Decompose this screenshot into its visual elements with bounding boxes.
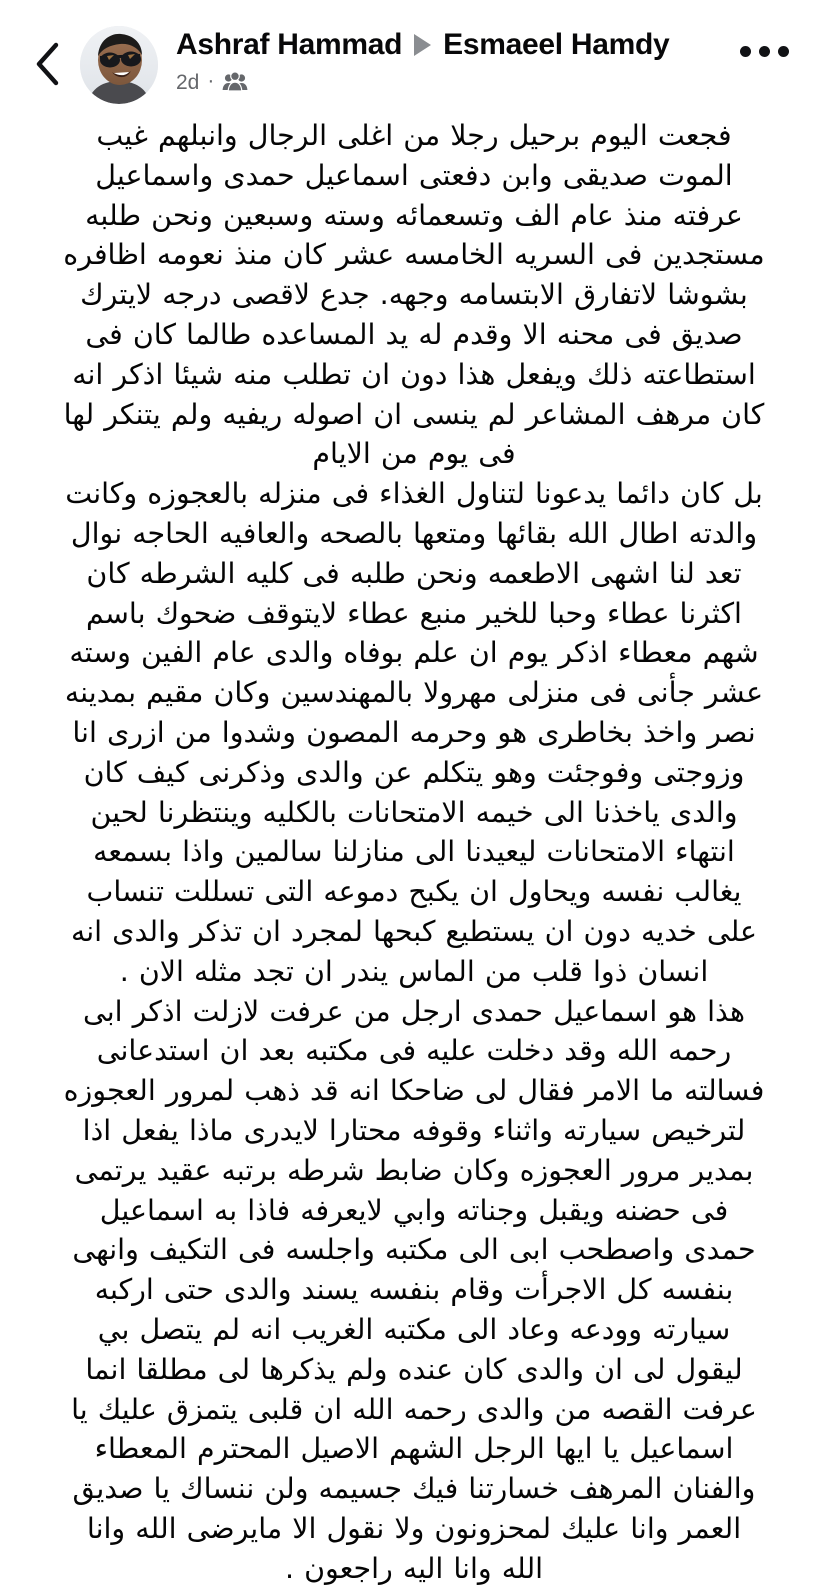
back-button[interactable] [24, 22, 70, 86]
timestamp[interactable]: 2d [176, 70, 200, 94]
post-attribution [158, 22, 724, 93]
triangle-right-icon [414, 34, 431, 56]
post-header [0, 0, 828, 108]
names-line [176, 28, 724, 63]
post-body [0, 108, 828, 1588]
recipient-name[interactable]: Esmaeel Hamdy [443, 28, 670, 61]
more-options-icon [740, 46, 789, 57]
more-options-button[interactable] [724, 22, 804, 57]
post-paragraph: بل كان دائما يدعونا لتناول الغذاء فى منزله بالعجوزه وكانت والدته اطال الله بقائها ومتعها بالصحه والعافيه الحاجه نوال تعد لنا اشهى الاطعمه ونحن طلبه فى كليه الشرطه كان اكثرنا عطاء وحبا للخير منبع عطاء لايتوقف ضحوك باسم شهم معطاء اذكر يوم ان علم بوفاه والدى عام الفين وسته عشر جأنى فى منزلى مهرولا بالمهندسين وكان مقيم بمدينه نصر واخذ بخاطرى هو وحرمه المصون وشدوا من ازرى انا وزوجتى وفوجئت وهو يتكلم عن والدى وذكرنى كيف كان والدى ياخذنا الى خيمه الامتحانات بالكليه وينتظرنا لحين انتهاء الامتحانات ليعيدنا الى منازلنا سالمين واذا بسمعه يغالب نفسه ويحاول ان يكبح دموعه التى تسللت تنساب على خديه دون ان يستطيع كبحها لمجرد ان تذكر والدى انه انسان ذوا قلب من الماس يندر ان تجد مثله الان . [64, 477, 764, 988]
author-name[interactable]: Ashraf Hammad [176, 28, 403, 61]
post-paragraph: هذا هو اسماعيل حمدى ارجل من عرفت لازلت اذكر ابى رحمه الله وقد دخلت عليه فى مكتبه بعد ان استدعانى فسالته ما الامر فقال لى ضاحكا انه قد ذهب لمرور العجوزه لترخيص سيارته واثناء وقوفه محتارا لايدرى ماذا يفعل اذا بمدير مرور العجوزه وكان ضابط شرطه برتبه عقيد يرتمى فى حضنه ويقبل وجناته وابي لايعرفه فاذا به اسماعيل حمدى واصطحب ابى الى مكتبه واجلسه فى التكيف وانهى بنفسه كل الاجرأت وقام بنفسه يسند والدى حتى اركبه سيارته وودعه وعاد الى مكتبه الغريب انه لم يتصل بي ليقول لى ان والدى كان عنده ولم يذكرها لى مطلقا انما عرفت القصه من والدى رحمه الله ان قلبى يتمزق عليك يا اسماعيل يا ايها الرجل الشهم الاصيل المحترم المعطاء والفنان المرهف خسارتنا فيك جسيمه ولن ننساك يا صديق العمر وانا عليك لمحزونون ولا نقول الا مايرضى الله وانا الله وانا اليه راجعون . [63, 994, 765, 1585]
meta-separator: · [207, 68, 215, 92]
avatar[interactable] [80, 26, 158, 104]
post-paragraph: فجعت اليوم برحيل رجلا من اغلى الرجال وانبلهم غيب الموت صديقى وابن دفعتى اسماعيل حمدى واسماعيل عرفته منذ عام الف وتسعمائه وسته وسبعين ونحن طلبه مستجدين فى السريه الخامسه عشر كان منذ نعومه اظافره بشوشا لاتفارق الابتسامه وجهه. جدع لاقصى درجه لايترك صديق فى محنه الا وقدم له يد المساعده طالما كان فى استطاعته ذلك ويفعل هذا دون ان تطلب منه شيئا اذكر انه كان مرهف المشاعر لم ينسى ان اصوله ريفيه ولم يتنكر لها فى يوم من الايام [63, 119, 765, 471]
friends-group-icon[interactable] [222, 72, 248, 92]
chevron-left-icon [34, 42, 60, 86]
post-meta [176, 68, 724, 94]
